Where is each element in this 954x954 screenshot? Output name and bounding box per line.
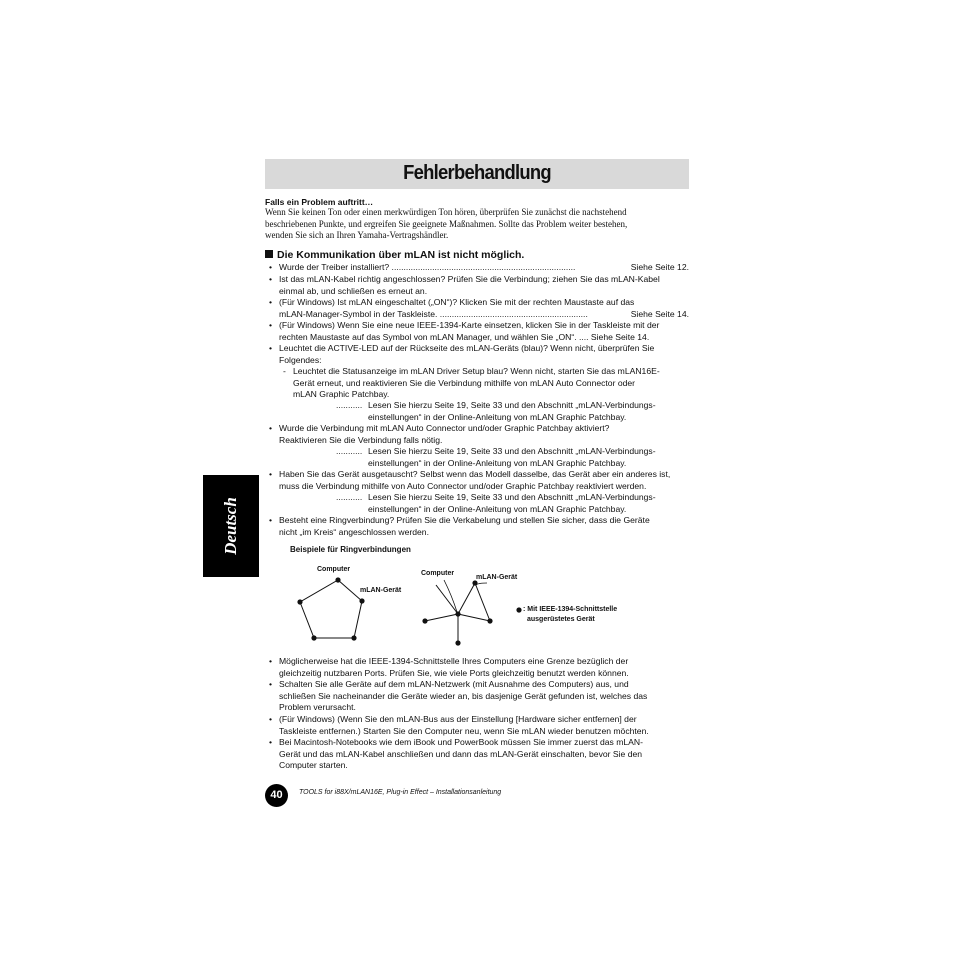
tree-node bbox=[422, 618, 427, 623]
bullet-icon: • bbox=[269, 515, 273, 525]
reference-note: Lesen Sie hierzu Seite 19, Seite 33 und den Abschnitt „mLAN-Verbindungs- einstellungen“ in der Online-Anleitung von mLAN Graphic Patchbay. bbox=[368, 400, 656, 422]
list-item: Wurde die Verbindung mit mLAN Auto Connector und/oder Graphic Patchbay aktiviert? Reaktivieren Sie die Verbindung falls nötig. bbox=[279, 423, 610, 445]
pentagon-node bbox=[311, 635, 316, 640]
language-tab-label: Deutsch bbox=[221, 497, 240, 555]
dash-bullet: - bbox=[283, 366, 286, 376]
bullet-icon: • bbox=[269, 737, 273, 747]
computer-label-1: Computer bbox=[317, 566, 351, 573]
page-number: 40 bbox=[265, 784, 288, 807]
list-item: Möglicherweise hat die IEEE-1394-Schnittstelle Ihres Computers eine Grenze bezüglich der gleichzeitig nutzbaren Ports. Prüfen Sie, wie viele Ports gleichzeitig benutzt werden können. bbox=[279, 656, 629, 678]
tree-node bbox=[455, 640, 460, 645]
tree-link bbox=[458, 614, 490, 621]
tree-link bbox=[458, 583, 475, 614]
pointer-line bbox=[444, 580, 457, 612]
sub-item: Leuchtet die Statusanzeige im mLAN Driver Setup blau? Wenn nicht, starten Sie das mLAN16E- Gerät erneut, und reaktivieren Sie die Verbindung mithilfe von mLAN Auto Connector oder mLAN Graphic Patchbay. bbox=[293, 366, 660, 399]
legend-text-1: : Mit IEEE-1394-Schnittstelle bbox=[523, 606, 618, 613]
tree-link bbox=[475, 583, 490, 621]
ring-pentagon bbox=[300, 580, 362, 638]
reference-leader: ........... bbox=[336, 446, 363, 456]
pentagon-node bbox=[351, 635, 356, 640]
list-item: Bei Macintosh-Notebooks wie dem iBook und PowerBook müssen Sie immer zuerst das mLAN- Gerät und das mLAN-Kabel anschließen und dann das mLAN-Gerät einschalten, bevor Sie den Computer starten. bbox=[279, 737, 643, 770]
footer-text: TOOLS for i88X/mLAN16E, Plug-in Effect – Installationsanleitung bbox=[299, 789, 502, 796]
tree-node-hub bbox=[455, 611, 460, 616]
tree-link bbox=[425, 614, 458, 621]
pentagon-node-computer bbox=[335, 577, 340, 582]
pentagon-node-device bbox=[359, 598, 364, 603]
list-item: Wurde der Treiber installiert? ............................................................................. Siehe Seite 12. bbox=[279, 262, 689, 272]
list-item: Besteht eine Ringverbindung? Prüfen Sie die Verkabelung und stellen Sie sicher, dass die Geräte nicht „im Kreis“ angeschlossen werden. bbox=[279, 515, 650, 537]
bullet-icon: • bbox=[269, 274, 273, 284]
legend-text-2: ausgerüstetes Gerät bbox=[527, 616, 595, 623]
bullet-icon: • bbox=[269, 423, 273, 433]
list-item: (Für Windows) Wenn Sie eine neue IEEE-1394-Karte einsetzen, klicken Sie in der Taskleiste mit der rechten Maustaste auf das Symbol von mLAN Manager, und wählen Sie „ON“. .... Siehe Seite 14. bbox=[279, 320, 660, 342]
bullet-icon: • bbox=[269, 262, 273, 272]
tree-node bbox=[487, 618, 492, 623]
list-item: Haben Sie das Gerät ausgetauscht? Selbst wenn das Modell dasselbe, das Gerät aber ein anderes ist, muss die Verbindung mithilfe von Auto Connector und/oder Graphic Patchbay reaktiviert werden. bbox=[279, 469, 671, 491]
bullet-icon: • bbox=[269, 320, 273, 330]
pointer-line bbox=[476, 583, 487, 585]
reference-leader: ........... bbox=[336, 492, 363, 502]
reference-note: Lesen Sie hierzu Seite 19, Seite 33 und den Abschnitt „mLAN-Verbindungs- einstellungen“ in der Online-Anleitung von mLAN Graphic Patchbay. bbox=[368, 446, 656, 468]
device-label-2: mLAN-Gerät bbox=[476, 574, 518, 581]
bullet-icon: • bbox=[269, 297, 273, 307]
list-item: Schalten Sie alle Geräte auf dem mLAN-Netzwerk (mit Ausnahme des Computers) aus, und schließen Sie nacheinander die Geräte wieder an, bis dasjenige Gerät gefunden ist, welches das Problem verursacht. bbox=[279, 679, 648, 712]
tree-link bbox=[436, 585, 458, 614]
legend-dot-icon bbox=[516, 607, 521, 612]
computer-label-2: Computer bbox=[421, 570, 455, 577]
bullet-icon: • bbox=[269, 714, 273, 724]
pentagon-node bbox=[297, 599, 302, 604]
bullet-icon: • bbox=[269, 679, 273, 689]
reference-note: Lesen Sie hierzu Seite 19, Seite 33 und den Abschnitt „mLAN-Verbindungs- einstellungen“ in der Online-Anleitung von mLAN Graphic Patchbay. bbox=[368, 492, 656, 514]
reference-leader: ........... bbox=[336, 400, 363, 410]
intro-heading: Falls ein Problem auftritt… bbox=[265, 197, 374, 207]
list-item: (Für Windows) Ist mLAN eingeschaltet („ON“)? Klicken Sie mit der rechten Maustaste auf das mLAN-Manager-Symbol in der Taskleiste. .............................................................. Siehe Seite 14. bbox=[279, 297, 689, 319]
page-title: Fehlerbehandlung bbox=[403, 162, 551, 184]
section-heading: Die Kommunikation über mLAN ist nicht möglich. bbox=[265, 249, 524, 261]
list-item: Leuchtet die ACTIVE-LED auf der Rückseite des mLAN-Geräts (blau)? Wenn nicht, überprüfen Sie Folgendes: bbox=[279, 343, 655, 365]
bullet-icon: • bbox=[269, 343, 273, 353]
intro-paragraph: Wenn Sie keinen Ton oder einen merkwürdigen Ton hören, überprüfen Sie zunächst die nachstehend beschriebenen Punkte, und ergreifen Sie geeignete Maßnahmen. Sollte das Problem weiter bestehen, wenden Sie sich an Ihren Yamaha-Vertragshändler. bbox=[265, 207, 628, 240]
list-item: (Für Windows) (Wenn Sie den mLAN-Bus aus der Einstellung [Hardware sicher entfernen] der Taskleiste entfernen.) Starten Sie den Computer neu, wenn Sie mLAN wieder benutzen möchten. bbox=[279, 714, 649, 736]
device-label-1: mLAN-Gerät bbox=[360, 587, 402, 594]
bullet-icon: • bbox=[269, 469, 273, 479]
list-item: Ist das mLAN-Kabel richtig angeschlossen? Prüfen Sie die Verbindung; ziehen Sie das mLAN-Kabel einmal ab, und schließen es erneut an. bbox=[279, 274, 660, 296]
figure-title: Beispiele für Ringverbindungen bbox=[290, 545, 411, 554]
tree-node-device bbox=[472, 580, 477, 585]
bullet-icon: • bbox=[269, 656, 273, 666]
